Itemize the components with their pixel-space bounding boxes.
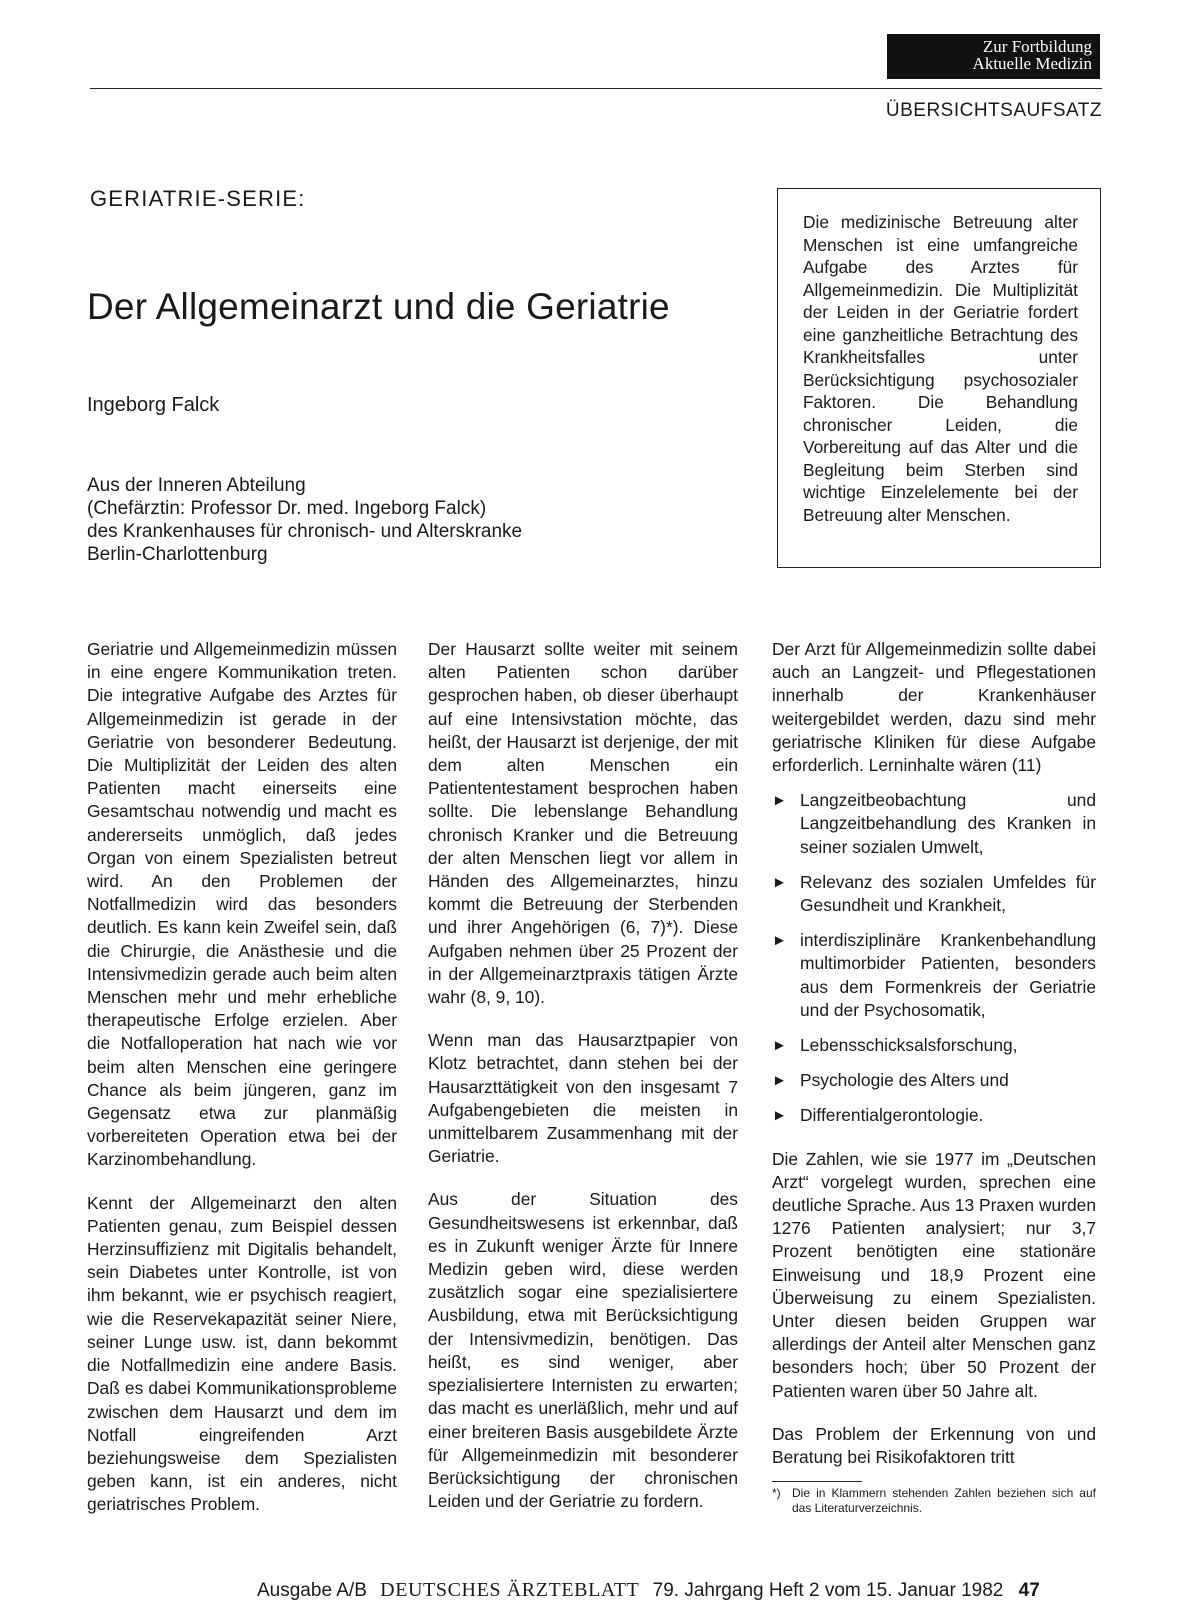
list-item-text: interdisziplinäre Krankenbehandlung multimorbider Patienten, besonders aus dem Formenkreis der Geriatrie und der Psychosomatik, [800,930,1096,1020]
paragraph: Der Hausarzt sollte weiter mit seinem alten Patienten schon darüber gesprochen haben, ob dieser überhaupt auf eine Intensivstation möchte, das heißt, der Hausarzt ist derjenige, der mit dem alten Menschen ein Patiententestament besprochen haben sollte. Die lebenslange Behandlung chronisch Kranker und die Betreuung der alten Menschen liegt vor allem in Händen des Allgemeinarztes, hinzu kommt die Betreuung der Sterbenden und ihrer Angehörigen (6, 7)*). Diese Aufgaben nehmen über 25 Prozent der in der Allgemeinarztpraxis tätigen Ärzte wahr (8, 9, 10). [428,639,738,1008]
affiliation-line: des Krankenhauses für chronisch- und Alterskranke [87,521,523,542]
section-label: ÜBERSICHTSAUFSATZ [885,100,1102,121]
triangle-bullet-icon: ► [772,1072,787,1090]
journal-name: DEUTSCHES ÄRZTEBLATT [380,1579,640,1601]
triangle-bullet-icon: ► [772,1037,787,1055]
list-item [772,789,1096,859]
footnote-mark: *) [772,1486,781,1501]
list-item-text: Lebensschicksalsforschung, [800,1035,1018,1056]
paragraph: Aus der Situation des Gesundheitswesens ist erkennbar, daß es in Zukunft weniger Ärzte für Innere Medizin geben wird, diese werden zusätzlich sogar eine spezialisiertere Ausbildung, etwa mit Berücksichtigung der Intensivmedizin, benötigen. Das heißt, es sind weniger, aber spezialisiertere Internisten zu erwarten; das macht es unerläßlich, mehr und auf einer breiteren Basis ausgebildete Ärzte für Allgemeinmedizin mit besonderer Berücksichtigung der chronischen Leiden und der Geriatrie zu fordern. [428,1189,738,1512]
list-item-text: Relevanz des sozialen Umfeldes für Gesundheit und Krankheit, [800,871,1096,916]
paragraph: Die Zahlen, wie sie 1977 im „Deutschen Arzt“ vorgelegt wurden, sprechen eine deutliche Sprache. Aus 13 Praxen wurden 1276 Patienten analysiert; nur 3,7 Prozent benötigten eine stationäre Einweisung und 18,9 Prozent eine Überweisung zu einem Spezialisten. Unter diesen beiden Gruppen war allerdings der Anteil alter Menschen ganz besonders hoch; über 50 Prozent der Patienten waren über 50 Jahre alt. [772,1148,1096,1401]
affiliation [87,474,522,566]
list-item [772,929,1096,1022]
author: Ingeborg Falck [87,394,220,416]
affiliation-line: Aus der Inneren Abteilung [87,475,306,496]
badge-line-2: Aktuelle Medizin [972,54,1092,73]
list-item-text: Langzeitbeobachtung und Langzeitbehandlung des Kranken in seiner sozialen Umwelt, [800,790,1096,857]
category-badge [887,34,1100,79]
column-3 [772,638,1096,1516]
paragraph: Kennt der Allgemeinarzt den alten Patienten genau, zum Beispiel dessen Herzinsuffizienz mit Digitalis behandelt, sein Diabetes unter Kontrolle, ist von ihm bekannt, wie er psychisch reagiert, wie die Reservekapazität seiner Niere, seiner Lunge usw. ist, dann bekommt die Notfallmedizin eine andere Basis. Daß es dabei Kommunikationsprobleme zwischen dem Hausarzt und dem im Notfall eingreifenden Arzt beziehungsweise dem Spezialisten geben kann, ist ein anderes, nicht geriatrisches Problem. [87,1192,397,1515]
triangle-bullet-icon: ► [772,792,787,810]
affiliation-line: Berlin-Charlottenburg [87,544,268,565]
issue-info: 79. Jahrgang Heft 2 vom 15. Januar 1982 [652,1580,1004,1601]
list-item-text: Psychologie des Alters und [800,1070,1009,1091]
triangle-bullet-icon: ► [772,1107,787,1125]
footnote-rule [772,1481,862,1482]
triangle-bullet-icon: ► [772,932,787,950]
affiliation-line: (Chefärztin: Professor Dr. med. Ingeborg Falck) [87,498,487,519]
page-footer [257,1579,1040,1602]
column-1 [87,638,397,1537]
paragraph: Das Problem der Erkennung von und Beratung bei Risikofaktoren tritt [772,1423,1096,1468]
page-number: 47 [1018,1580,1040,1601]
edition: Ausgabe A/B [257,1580,367,1601]
paragraph: Der Arzt für Allgemeinmedizin sollte dabei auch an Langzeit- und Pflegestationen innerhalb der Krankenhäuser weitergebildet werden, dazu sind mehr geriatrische Kliniken für diese Aufgabe erforderlich. Lerninhalte wären (11) [772,639,1096,776]
badge-line-1: Zur Fortbildung [982,37,1092,56]
header-rule [90,88,1102,89]
footnote-text: Die in Klammern stehenden Zahlen beziehen sich auf das Literaturverzeichnis. [792,1486,1096,1516]
list-item [772,1069,1096,1092]
footnote [772,1486,1096,1516]
series-label: GERIATRIE-SERIE: [90,186,306,211]
list-item [772,871,1096,917]
summary-box: Die medizinische Betreuung alter Menschen ist eine umfangreiche Aufgabe des Arztes für Allgemeinmedizin. Die Multiplizität der Leiden in der Geriatrie fordert eine ganzheitliche Betrachtung des Krankheitsfalles unter Berücksichtigung psychosozialer Faktoren. Die Behandlung chronischer Leiden, die Vorbereitung auf das Alter und die Begleitung beim Sterben sind wichtige Einzelelemente bei der Betreuung alter Menschen. [777,188,1101,568]
column-2 [428,638,738,1533]
paragraph: Wenn man das Hausarztpapier von Klotz betrachtet, dann stehen bei der Hausarzttätigkeit von den insgesamt 7 Aufgabengebieten die meisten in unmittelbarem Zusammenhang mit der Geriatrie. [428,1030,738,1167]
list-item [772,1034,1096,1057]
triangle-bullet-icon: ► [772,873,787,891]
list-item [772,1104,1096,1127]
paragraph: Geriatrie und Allgemeinmedizin müssen in eine engere Kommunikation treten. Die integrative Aufgabe des Arztes für Allgemeinmedizin ist gerade in der Geriatrie von besonderer Bedeutung. Die Multiplizität der Leiden des alten Patienten macht einerseits eine Gesamtschau notwendig und macht es andererseits unmöglich, daß jedes Organ von einem Spezialisten betreut wird. An den Problemen der Notfallmedizin wird das besonders deutlich. Es kann kein Zweifel sein, daß die Chirurgie, die Anästhesie und die Intensivmedizin gerade auch beim alten Menschen mehr und mehr erhebliche therapeutische Erfolge erzielen. Aber die Notfalloperation hat nach wie vor beim alten Menschen eine geringere Chance als beim jüngeren, ganz im Gegensatz etwa zur planmäßig vorbereiteten Operation etwa bei der Karzinombehandlung. [87,639,397,1170]
article-title: Der Allgemeinarzt und die Geriatrie [87,286,670,327]
list-item-text: Differentialgerontologie. [800,1105,984,1126]
